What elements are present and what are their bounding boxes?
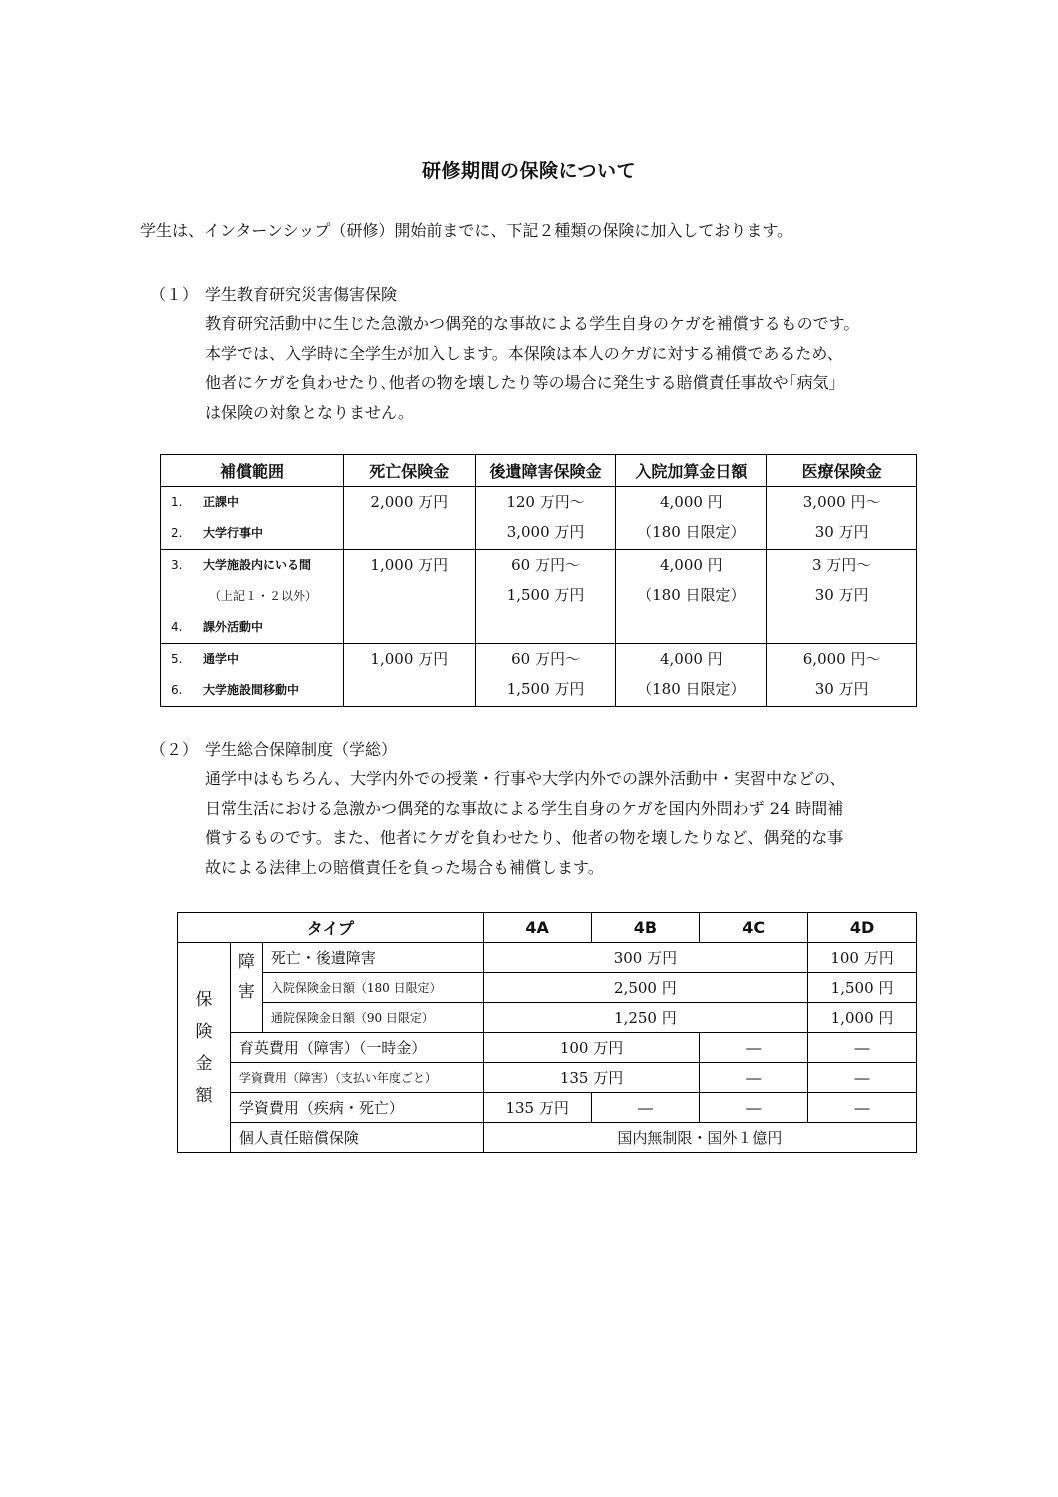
table-row (178, 1093, 917, 1123)
table-row (178, 1063, 917, 1093)
section1-body (205, 309, 859, 427)
intro-text: 学生は、インターンシップ（研修）開始前までに、下記２種類の保険に加入しております。 (140, 221, 794, 240)
section2-line: 日常生活における急激かつ偶発的な事故による学生自身のケガを国内外問わず 24 時間補 (205, 798, 844, 818)
value-cell: ― (700, 1033, 808, 1063)
row-label-inpatient: 入院保険金日額（180 日限定） (262, 973, 483, 1003)
value-cell: ― (591, 1093, 700, 1123)
table-row (178, 1123, 917, 1153)
value-cell: ― (808, 1033, 917, 1063)
injury-label: 障害 (230, 943, 262, 1033)
row-label-study-annual: 学資費用（障害）（支払い年度ごと） (230, 1063, 483, 1093)
scope-item: 2. 大学行事中 (171, 526, 264, 540)
table2-header-row (178, 913, 917, 943)
header-type-4a: 4A (483, 913, 591, 943)
row-label-death-disability: 死亡・後遺障害 (262, 943, 483, 973)
scope-item: 1. 正課中 (171, 495, 240, 509)
header-type: タイプ (178, 913, 484, 943)
section1-line: 本学では、入学時に全学生が加入します。本保険は本人のケガに対する補償であるため、 (205, 343, 843, 363)
medical-benefit-cell: 6,000 円～ 30 万円 (767, 644, 917, 707)
hospital-daily-cell: 4,000 円 （180 日限定） (616, 644, 767, 707)
header-coverage-scope: 補償範囲 (161, 455, 344, 487)
medical-benefit-cell: 3,000 円～ 30 万円 (767, 487, 917, 550)
disability-benefit-cell: 60 万円～ 1,500 万円 (475, 644, 616, 707)
table-row (161, 550, 917, 644)
value-cell: ― (808, 1063, 917, 1093)
medical-benefit-cell: 3 万円～ 30 万円 (767, 550, 917, 644)
scope-item: 3. 大学施設内にいる間 (171, 558, 312, 572)
coverage-scope-cell (161, 487, 344, 550)
value-cell: 135 万円 (483, 1063, 700, 1093)
value-cell: ― (808, 1093, 917, 1123)
death-benefit-cell: 1,000 万円 (343, 550, 475, 644)
scope-item: 4. 課外活動中 (171, 620, 264, 634)
section1-title: 学生教育研究災害傷害保険 (205, 285, 398, 304)
section2-line: 償するものです。また、他者にケガを負わせたり、他者の物を壊したりなど、偶発的な事 (205, 828, 844, 847)
header-hospital-daily: 入院加算金日額 (616, 455, 767, 487)
header-type-4d: 4D (808, 913, 917, 943)
scope-item: 6. 大学施設間移動中 (171, 683, 300, 697)
header-type-4b: 4B (591, 913, 700, 943)
value-cell: 1,000 円 (808, 1003, 917, 1033)
table-row (178, 1003, 917, 1033)
hospital-daily-cell: 4,000 円 （180 日限定） (616, 550, 767, 644)
value-cell: 135 万円 (483, 1093, 591, 1123)
value-cell: 1,500 円 (808, 973, 917, 1003)
section2-heading (150, 737, 397, 760)
section2-body (205, 764, 845, 882)
table-row (178, 973, 917, 1003)
section2-title: 学生総合保障制度（学総） (205, 740, 398, 759)
table-row (178, 943, 917, 973)
disability-benefit-cell: 60 万円～ 1,500 万円 (475, 550, 616, 644)
value-cell: 国内無制限・国外１億円 (483, 1123, 916, 1153)
header-disability-benefit: 後遺障害保険金 (475, 455, 616, 487)
value-cell: 2,500 円 (483, 973, 807, 1003)
row-label-liability: 個人責任賠償保険 (230, 1123, 483, 1153)
page-title: 研修期間の保険について (421, 160, 637, 182)
section2-number: （２） (150, 740, 199, 759)
hospital-daily-cell: 4,000 円 （180 日限定） (616, 487, 767, 550)
table-row (178, 1033, 917, 1063)
accident-insurance-table (160, 454, 917, 707)
section1-line: 教育研究活動中に生じた急激かつ偶発的な事故による学生自身のケガを補償するものです。 (205, 314, 860, 333)
header-death-benefit: 死亡保険金 (343, 455, 475, 487)
row-label-edu-lump: 育英費用（障害）（一時金） (230, 1033, 483, 1063)
section1-number: （１） (150, 285, 199, 304)
scope-item: （上記１・２以外） (209, 589, 318, 603)
insured-amount-label: 保険金額 (178, 943, 231, 1153)
death-benefit-cell: 2,000 万円 (343, 487, 475, 550)
coverage-scope-cell (161, 644, 344, 707)
section1-heading (150, 282, 397, 305)
death-benefit-cell: 1,000 万円 (343, 644, 475, 707)
value-cell: 300 万円 (483, 943, 807, 973)
value-cell: 1,250 円 (483, 1003, 807, 1033)
row-label-outpatient: 通院保険金日額（90 日限定） (262, 1003, 483, 1033)
table1-header-row (161, 455, 917, 487)
scope-item: 5. 通学中 (171, 652, 240, 666)
table-row (161, 644, 917, 707)
value-cell: 100 万円 (483, 1033, 700, 1063)
row-label-study-disease: 学資費用（疾病・死亡） (230, 1093, 483, 1123)
value-cell: 100 万円 (808, 943, 917, 973)
table-row (161, 487, 917, 550)
section1-line: は保険の対象となりません。 (205, 402, 414, 422)
value-cell: ― (700, 1093, 808, 1123)
header-type-4c: 4C (700, 913, 808, 943)
section1-line: 他者にケガを負わせたり､他者の物を壊したり等の場合に発生する賠償責任事故や｢病気｣ (205, 373, 837, 392)
value-cell: ― (700, 1063, 808, 1093)
disability-benefit-cell: 120 万円～ 3,000 万円 (475, 487, 616, 550)
header-medical-benefit: 医療保険金 (767, 455, 917, 487)
coverage-scope-cell (161, 550, 344, 644)
comprehensive-insurance-table (177, 912, 917, 1153)
section2-line: 通学中はもちろん、大学内外での授業・行事や大学内外での課外活動中・実習中などの、 (205, 769, 846, 788)
section2-line: 故による法律上の賠償責任を負った場合も補償します。 (205, 857, 604, 877)
